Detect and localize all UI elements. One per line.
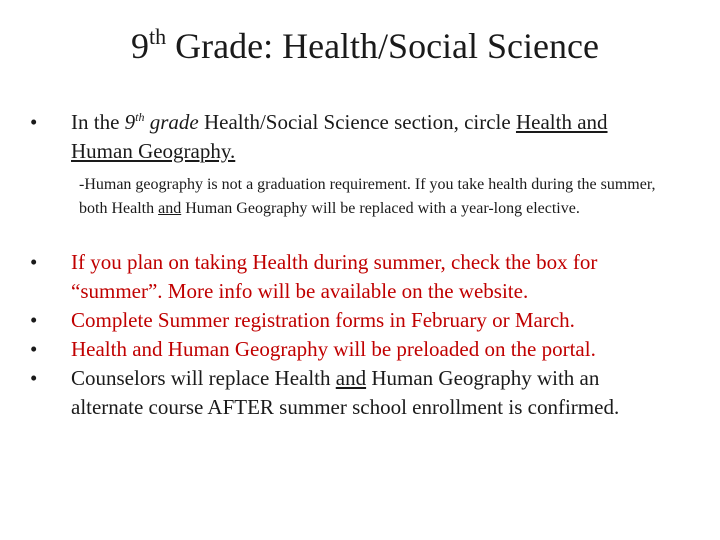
bullet-list-bottom [30, 248, 670, 422]
title-text: Grade: Health/Social Science [166, 26, 599, 66]
bullet-icon: • [30, 250, 38, 274]
bullet-icon: • [30, 337, 38, 361]
bullet-underlined-text: and [335, 366, 367, 390]
bullet-list-top [30, 108, 670, 166]
note-text: -Human geography is not a graduation requirement. If you take health during the summer, both Health [79, 176, 656, 217]
bullet-text: Health and Human Geography will be preloaded on the portal. [71, 337, 596, 361]
bullet-item-preloaded [30, 335, 670, 364]
bullet-item-counselors [30, 364, 670, 422]
note-underlined-text: and [158, 200, 182, 217]
bullet-item-registration [30, 306, 670, 335]
bullet-underlined-text: Health and Human Geography. [71, 110, 608, 163]
sub-note [79, 173, 669, 221]
page-title [0, 24, 720, 68]
bullet-text: Health/Social Science section, circle [198, 110, 516, 134]
bullet-icon: • [30, 366, 38, 390]
bullet-text: Counselors will replace Health [71, 366, 336, 390]
title-grade-number: 9 [131, 26, 150, 66]
bullet-text: If you plan on taking Health during summer, check the box for “summer”. More info will be available on the website. [71, 250, 598, 303]
bullet-text: Human Geography with an alternate course AFTER summer school enrollment is confirmed. [71, 366, 620, 419]
bullet-text: In the [71, 110, 125, 134]
bullet-italic-grade: 9th grade [124, 110, 199, 134]
bullet-icon: • [30, 308, 38, 332]
bullet-item-summer [30, 248, 670, 306]
note-text: Human Geography will be replaced with a year-long elective. [181, 200, 580, 217]
bullet-text: Complete Summer registration forms in February or March. [71, 308, 575, 332]
bullet-item-circle-health [30, 108, 670, 166]
bullet-icon: • [30, 110, 38, 134]
title-superscript: th [149, 24, 167, 49]
